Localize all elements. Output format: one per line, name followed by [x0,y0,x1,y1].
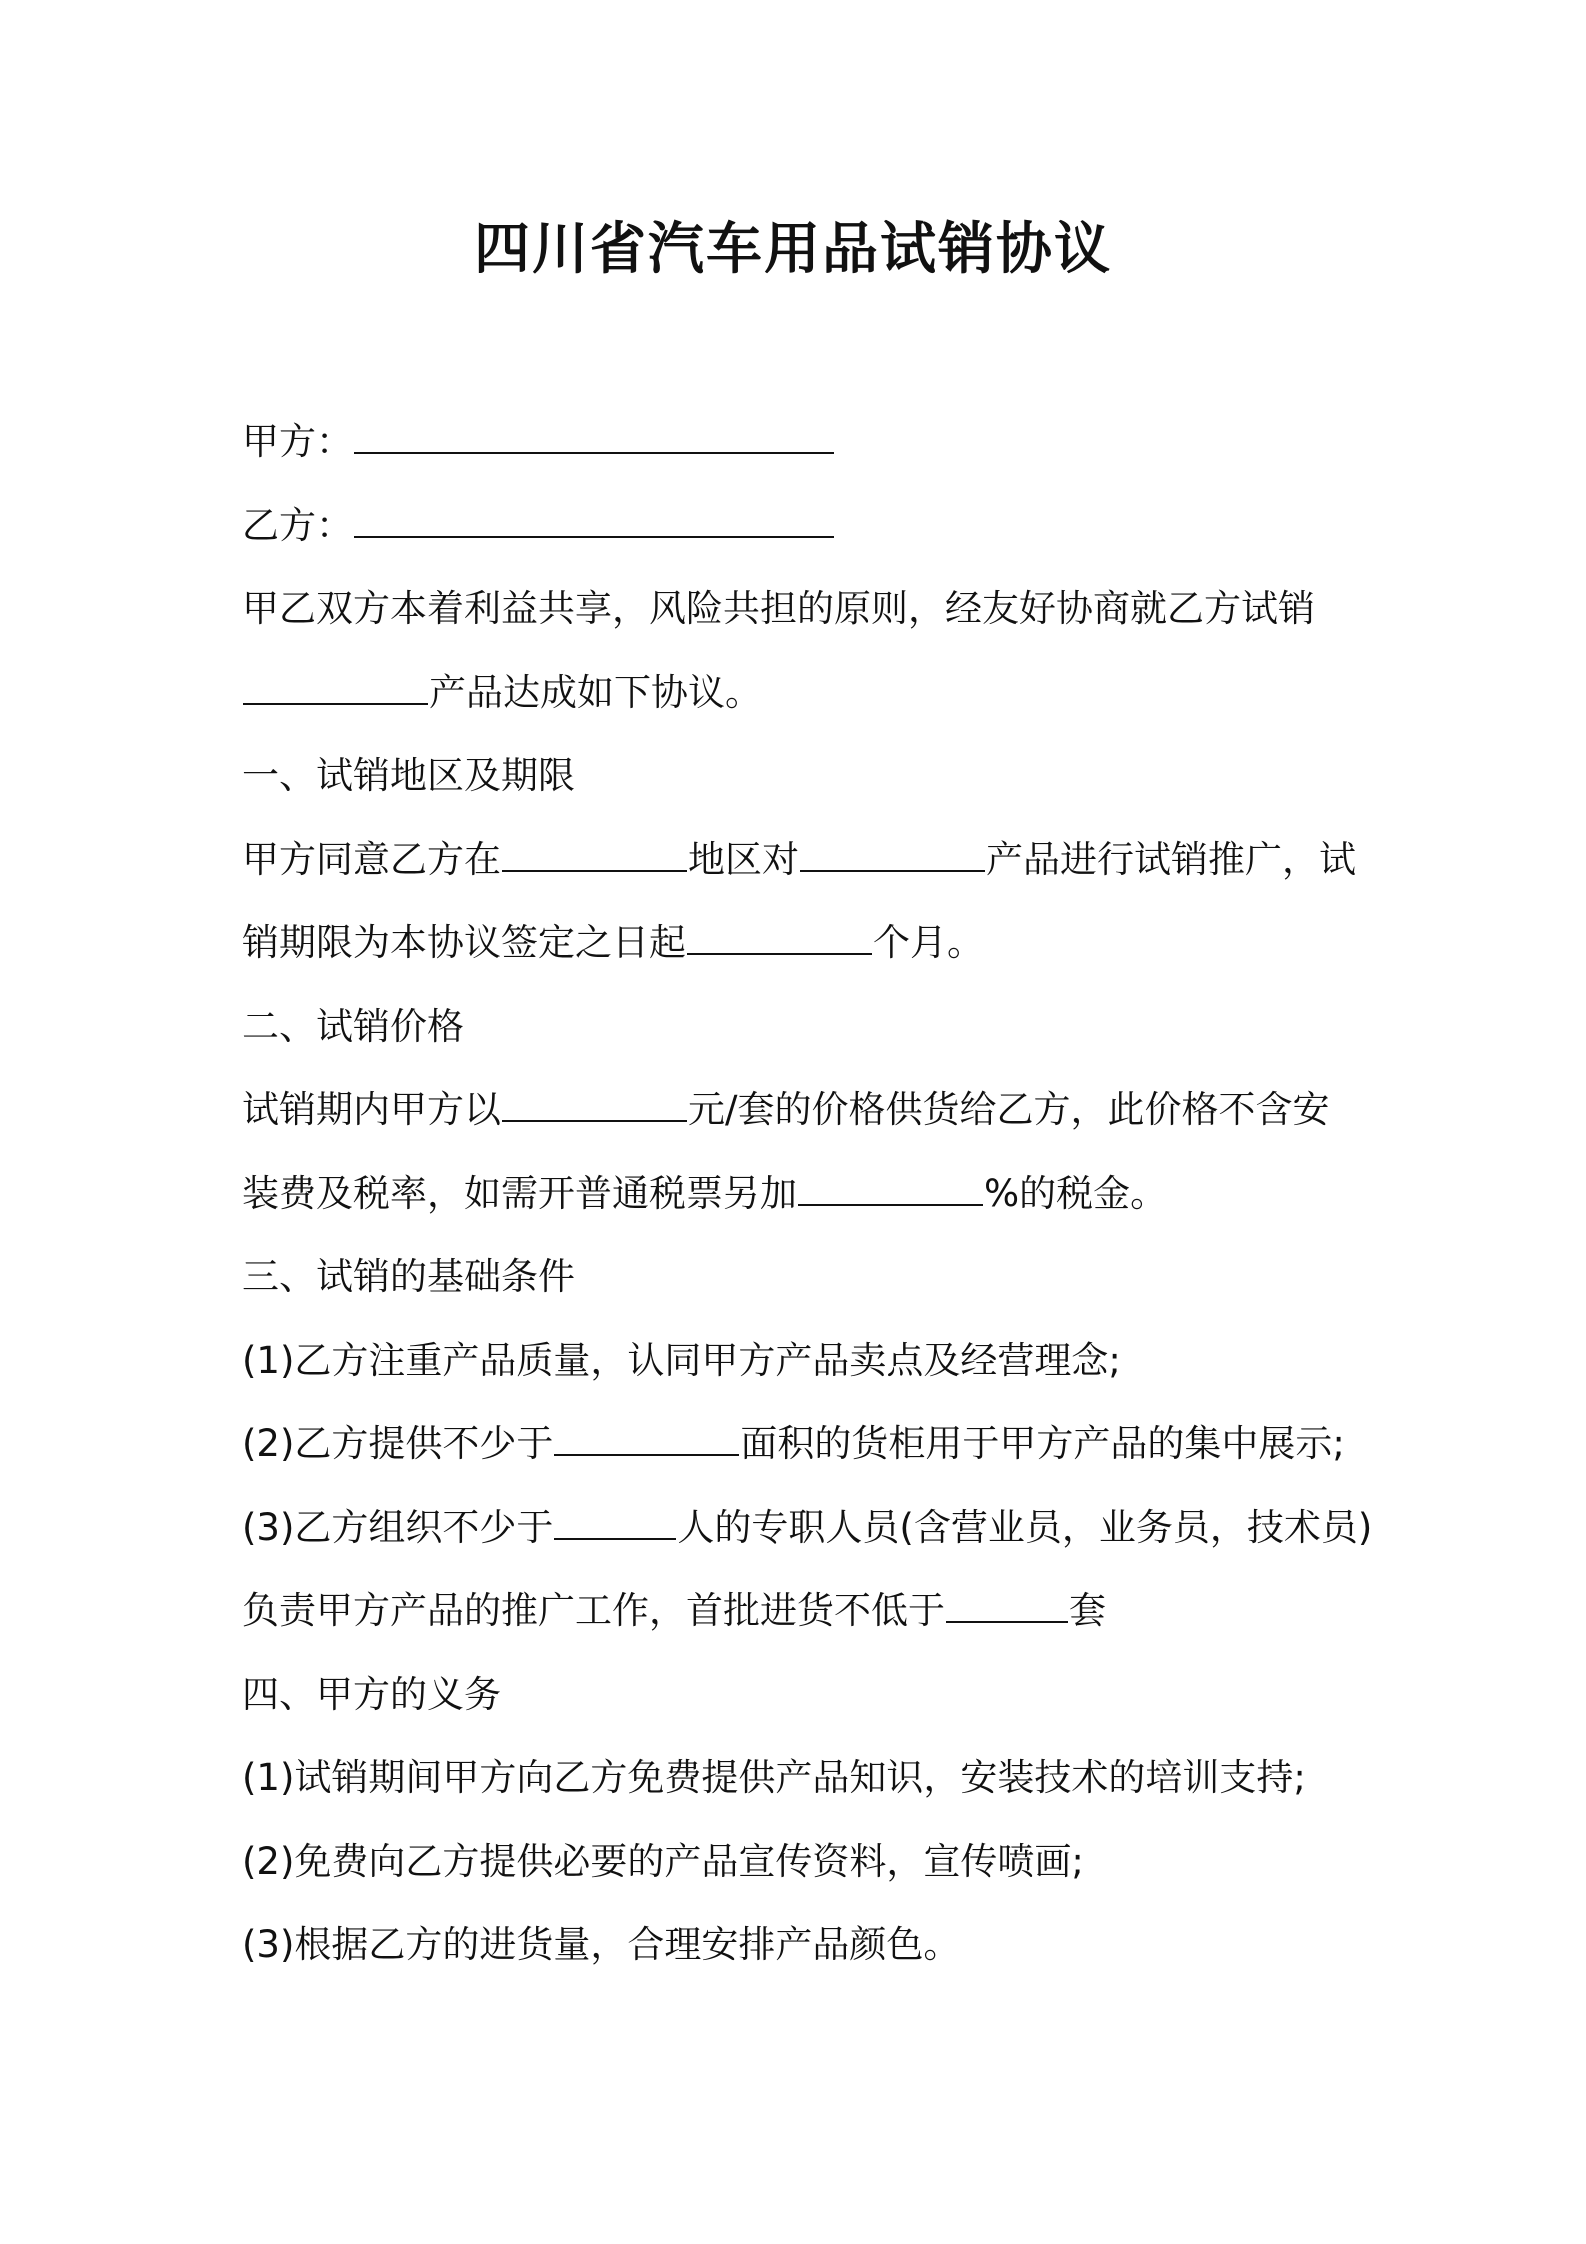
section-2-line-1 [242,1068,1372,1152]
section-2-heading: 二、试销价格 [242,1004,464,1048]
section-4-item-2: (2)免费向乙方提供必要的产品宣传资料，宣传喷画; [242,1839,1084,1883]
s1-text-a: 甲方同意乙方在 [242,837,501,881]
party-a-line [242,400,1372,484]
section-1-heading: 一、试销地区及期限 [242,754,575,797]
region-blank [502,833,687,872]
intro-text: 产品达成如下协议。 [429,670,762,714]
section-3-heading: 三、试销的基础条件 [242,1255,575,1298]
section-1-line-1 [242,818,1372,902]
first-order-blank [946,1584,1068,1623]
s2-text-d: %的税金。 [984,1171,1168,1215]
party-a-blank [354,415,834,454]
s2-text-a: 试销期内甲方以 [242,1088,501,1131]
s3-text-c: (3)乙方组织不少于 [242,1505,554,1549]
s3-text-d: 人的专职人员(含营业员，业务员，技术员) [677,1505,1373,1549]
section-2-line-2 [242,1152,1372,1236]
s3-text-f: 套 [1069,1589,1106,1632]
tax-rate-blank [798,1167,983,1206]
s3-text-b: 面积的货柜用于甲方产品的集中展示; [740,1422,1345,1465]
section-4-item-1: (1)试销期间甲方向乙方免费提供产品知识，安装技术的培训支持; [242,1756,1306,1799]
months-blank [687,916,872,955]
s3-text-e: 负责甲方产品的推广工作，首批进货不低于 [242,1589,945,1632]
s1-text-b: 地区对 [688,837,799,881]
s1-text-d: 销期限为本协议签定之日起 [242,921,686,964]
section-3-item-1: (1)乙方注重产品质量，认同甲方产品卖点及经营理念; [242,1338,1121,1382]
section-4-item-3: (3)根据乙方的进货量，合理安排产品颜色。 [242,1923,961,1966]
document-title: 四川省汽车用品试销协议 [474,217,1112,282]
section-4-heading: 四、甲方的义务 [242,1672,501,1716]
price-blank [502,1083,687,1122]
s2-text-c: 装费及税率，如需开普通税票另加 [242,1171,797,1215]
s1-text-c: 产品进行试销推广，试 [986,837,1356,881]
party-b-blank [354,499,834,538]
document-body [242,400,1372,1987]
trial-product-blank [800,833,985,872]
party-a-label: 甲方： [242,420,353,463]
section-1-line-2 [242,901,1372,985]
area-blank [554,1417,739,1456]
intro-line-2 [242,651,1372,735]
party-b-label: 乙方： [242,503,353,547]
intro-line-1: 甲乙双方本着利益共享，风险共担的原则，经友好协商就乙方试销 [242,587,1315,630]
section-3-item-3 [242,1486,1372,1570]
staff-count-blank [554,1501,676,1540]
s3-text-a: (2)乙方提供不少于 [242,1422,554,1465]
s1-text-e: 个月。 [873,921,984,964]
section-3-item-3-cont [242,1569,1372,1653]
s2-text-b: 元/套的价格供货给乙方，此价格不含安 [688,1088,1330,1131]
section-3-item-2 [242,1402,1372,1486]
party-b-line [242,484,1372,568]
product-blank [243,666,428,705]
